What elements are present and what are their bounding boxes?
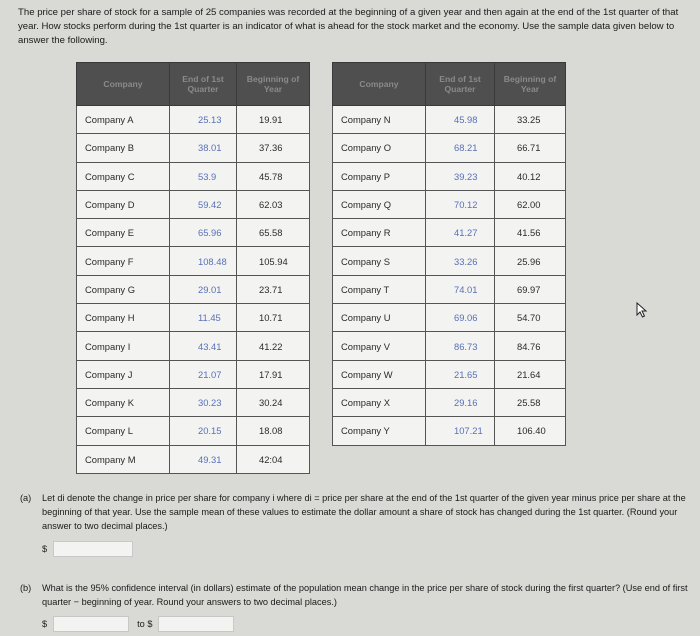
left-end-q1-price: 29.01 <box>170 275 237 303</box>
right-begin-year-price: 21.64 <box>495 360 566 388</box>
header-company-right: Company <box>333 63 426 106</box>
table-body <box>77 106 566 474</box>
right-company-name: Company S <box>333 247 426 275</box>
left-company-name: Company C <box>77 162 170 190</box>
answer-a-input[interactable] <box>53 541 133 557</box>
left-end-q1-price: 21.07 <box>170 360 237 388</box>
answer-b-lower-input[interactable] <box>53 616 129 632</box>
left-begin-year-price: 65.58 <box>237 219 310 247</box>
question-b <box>20 581 692 609</box>
right-company-name: Company W <box>333 360 426 388</box>
right-end-q1-price: 29.16 <box>426 388 495 416</box>
table-row <box>77 417 566 445</box>
table-row <box>77 190 566 218</box>
left-end-q1-price: 43.41 <box>170 332 237 360</box>
right-company-name: Company X <box>333 388 426 416</box>
left-company-name: Company I <box>77 332 170 360</box>
right-begin-year-price: 40.12 <box>495 162 566 190</box>
right-company-name: Company Q <box>333 190 426 218</box>
left-begin-year-price: 37.36 <box>237 134 310 162</box>
table-row <box>77 247 566 275</box>
right-end-q1-price: 33.26 <box>426 247 495 275</box>
right-end-q1-price: 45.98 <box>426 106 495 134</box>
answer-a-row <box>42 541 133 557</box>
left-begin-year-price: 18.08 <box>237 417 310 445</box>
right-company-name: Company Y <box>333 417 426 445</box>
right-begin-year-price: 41.56 <box>495 219 566 247</box>
left-begin-year-price: 19.91 <box>237 106 310 134</box>
left-begin-year-price: 62.03 <box>237 190 310 218</box>
right-company-name: Company U <box>333 304 426 332</box>
table-row <box>77 388 566 416</box>
right-end-q1-price: 69.06 <box>426 304 495 332</box>
stock-price-table-container <box>76 62 566 474</box>
right-begin-year-price: 84.76 <box>495 332 566 360</box>
answer-b-to-label: to $ <box>137 619 153 629</box>
right-company-name: Company N <box>333 106 426 134</box>
left-company-name: Company H <box>77 304 170 332</box>
mouse-cursor-icon <box>636 302 648 318</box>
table-header-row <box>77 63 566 106</box>
table-row <box>77 275 566 303</box>
left-begin-year-price: 30.24 <box>237 388 310 416</box>
left-company-name: Company E <box>77 219 170 247</box>
left-company-name: Company K <box>77 388 170 416</box>
left-company-name: Company D <box>77 190 170 218</box>
left-begin-year-price: 105.94 <box>237 247 310 275</box>
header-company-left: Company <box>77 63 170 106</box>
right-begin-year-price: 106.40 <box>495 417 566 445</box>
right-end-q1-price: 70.12 <box>426 190 495 218</box>
question-a-label: (a) <box>20 493 32 503</box>
table-row <box>77 106 566 134</box>
left-begin-year-price: 10.71 <box>237 304 310 332</box>
left-company-name: Company J <box>77 360 170 388</box>
left-end-q1-price: 25.13 <box>170 106 237 134</box>
left-end-q1-price: 49.31 <box>170 445 237 473</box>
table-row <box>77 304 566 332</box>
right-end-q1-price: 86.73 <box>426 332 495 360</box>
right-begin-year-price: 25.58 <box>495 388 566 416</box>
answer-b-upper-input[interactable] <box>158 616 234 632</box>
right-company-name: Company T <box>333 275 426 303</box>
question-b-text: What is the 95% confidence interval (in dollars) estimate of the population mean change in the price per share of stock during the first quarter? (Use end of first quarter − beginning of year. Round your answers to two decimal places.) <box>42 583 688 607</box>
table-row <box>77 219 566 247</box>
right-company-name: Company V <box>333 332 426 360</box>
header-begin-year-right: Beginning of Year <box>495 63 566 106</box>
right-begin-year-price: 33.25 <box>495 106 566 134</box>
right-company-name: Company O <box>333 134 426 162</box>
answer-b-currency: $ <box>42 619 48 629</box>
right-end-q1-price: 39.23 <box>426 162 495 190</box>
right-begin-year-price: 69.97 <box>495 275 566 303</box>
left-company-name: Company L <box>77 417 170 445</box>
problem-intro: The price per share of stock for a sample of 25 companies was recorded at the beginning of a given year and then again at the end of the 1st quarter of that year. How stocks perform during the 1st quarter is an indicator of what is ahead for the stock market and the economy. Use the sample data given below to answer the following. <box>18 7 679 46</box>
right-end-q1-price: 74.01 <box>426 275 495 303</box>
left-begin-year-price: 41.22 <box>237 332 310 360</box>
right-end-q1-price: 107.21 <box>426 417 495 445</box>
table-row <box>77 162 566 190</box>
left-end-q1-price: 38.01 <box>170 134 237 162</box>
left-company-name: Company F <box>77 247 170 275</box>
right-begin-year-price: 25.96 <box>495 247 566 275</box>
left-begin-year-price: 45.78 <box>237 162 310 190</box>
table-row <box>77 360 566 388</box>
answer-b-row <box>42 616 234 632</box>
question-a-text: Let di denote the change in price per share for company i where di = price per share at the end of the 1st quarter of the given year minus price per share at the beginning of that year. Use the sample mean of these values to estimate the dollar amount a share of stock has changed during the 1st quarter. (Round your answer to two decimal places.) <box>42 493 686 531</box>
right-end-q1-price: 21.65 <box>426 360 495 388</box>
stock-price-table <box>76 62 566 474</box>
right-end-q1-price: 68.21 <box>426 134 495 162</box>
answer-a-currency: $ <box>42 544 48 554</box>
left-end-q1-price: 53.9 <box>170 162 237 190</box>
left-company-name: Company G <box>77 275 170 303</box>
header-begin-year-left: Beginning of Year <box>237 63 310 106</box>
left-begin-year-price: 23.71 <box>237 275 310 303</box>
question-b-label: (b) <box>20 583 32 593</box>
left-end-q1-price: 11.45 <box>170 304 237 332</box>
left-company-name: Company A <box>77 106 170 134</box>
left-company-name: Company M <box>77 445 170 473</box>
right-company-name: Company P <box>333 162 426 190</box>
left-end-q1-price: 65.96 <box>170 219 237 247</box>
left-end-q1-price: 20.15 <box>170 417 237 445</box>
left-end-q1-price: 108.48 <box>170 247 237 275</box>
right-end-q1-price: 41.27 <box>426 219 495 247</box>
left-company-name: Company B <box>77 134 170 162</box>
left-begin-year-price: 17.91 <box>237 360 310 388</box>
table-row <box>77 332 566 360</box>
question-a <box>20 491 692 533</box>
left-begin-year-price: 42:04 <box>237 445 310 473</box>
table-row <box>77 445 566 473</box>
header-end-q1-left: End of 1st Quarter <box>170 63 237 106</box>
right-begin-year-price: 54.70 <box>495 304 566 332</box>
header-end-q1-right: End of 1st Quarter <box>426 63 495 106</box>
left-end-q1-price: 59.42 <box>170 190 237 218</box>
right-begin-year-price: 62.00 <box>495 190 566 218</box>
right-begin-year-price: 66.71 <box>495 134 566 162</box>
left-end-q1-price: 30.23 <box>170 388 237 416</box>
right-company-name: Company R <box>333 219 426 247</box>
table-row <box>77 134 566 162</box>
